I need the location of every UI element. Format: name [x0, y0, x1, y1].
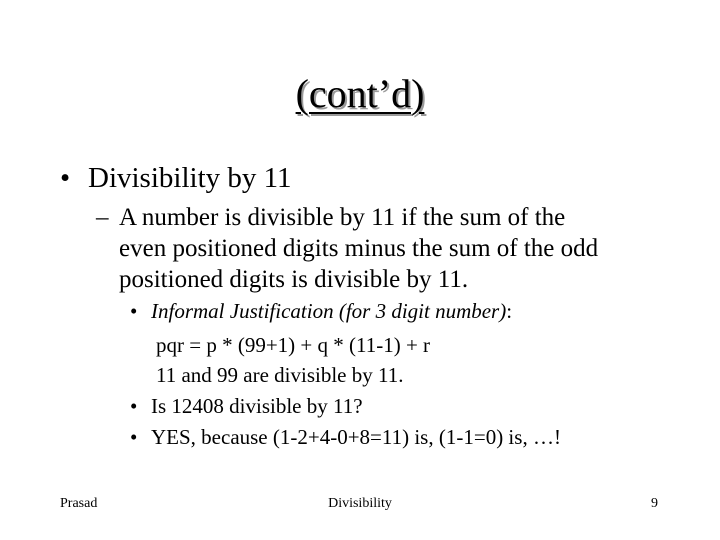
rule-line-1: A number is divisible by 11 if the sum of the — [119, 204, 566, 231]
bullet-marker: • — [60, 162, 71, 194]
rule-line-3: positioned digits is divisible by 11. — [119, 266, 469, 293]
divisible-note-text: 11 and 99 are divisible by 11. — [156, 363, 404, 387]
bullet-marker: • — [130, 425, 138, 449]
bullet-marker: • — [130, 299, 138, 323]
rule-line-2: even positioned digits minus the sum of the odd — [119, 235, 599, 262]
point-text — [151, 298, 512, 325]
footer-page-number: 9 — [651, 496, 658, 511]
point-text: YES, because (1-2+4-0+8=11) is, (1-1=0) is, …! — [151, 425, 561, 449]
bullet-text: Divisibility by 11 — [88, 162, 292, 194]
slide-title — [0, 68, 720, 120]
sub-bullet-text — [119, 202, 649, 295]
equation-text: pqr = p * (99+1) + q * (11-1) + r — [156, 333, 431, 357]
colon: : — [506, 299, 513, 323]
slide-title-text: (cont’d) — [295, 71, 425, 116]
dash-marker: – — [96, 204, 109, 231]
footer-author: Prasad — [60, 496, 98, 511]
footer-topic: Divisibility — [328, 496, 392, 511]
bullet-marker: • — [130, 394, 138, 418]
italic-phrase: Informal Justification (for 3 digit number) — [151, 299, 507, 323]
point-text: Is 12408 divisible by 11? — [151, 394, 363, 418]
